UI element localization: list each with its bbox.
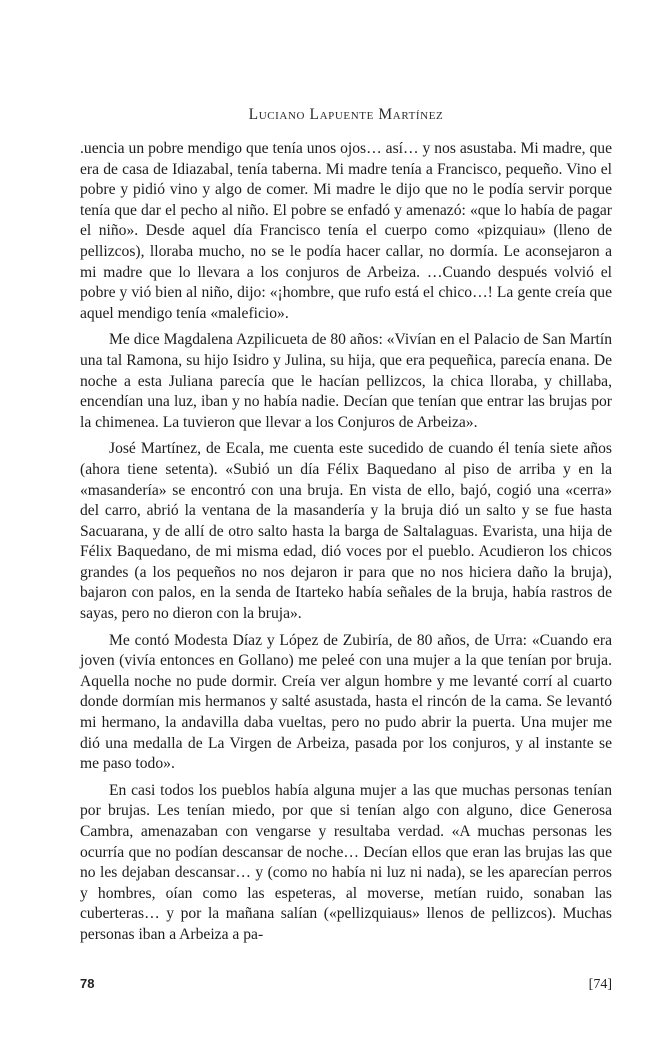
- paragraph: Me dice Magdalena Azpilicueta de 80 años: «Vivían en el Palacio de San Martín una tal Ramona, su hijo Isidro y Julina, su hija, que era pequeñica, parecía enana. De noche a esta Juliana parecía que le hacían pellizcos, la chica lloraba, y chillaba, encendían una luz, iban y no había nadie. Decían que tenían que entrar las brujas por la chimenea. La tuvieron que llevar a los Conjuros de Arbeiza».: [80, 331, 612, 431]
- running-head: Luciano Lapuente Martínez: [248, 106, 444, 123]
- paragraph: José Martínez, de Ecala, me cuenta este sucedido de cuando él tenía siete años (ahora tiene setenta). «Subió un día Félix Baquedano al piso de arriba y en la «masandería» se encontró con una bruja. En vista de ello, bajó, cogió una «cerra» del carro, abrió la ventana de la masandería y la bruja dió un salto y se fue hasta Sacuarana, y de allí de otro salto hasta la barga de Saltalaguas. Evarista, una hija de Félix Baquedano, de mi misma edad, dió voces por el pueblo. Acudieron los chicos grandes (a los pequeños no nos dejaron ir para que no nos hiciera daño la bruja), bajaron con palos, en la senda de Itarteko había señales de la bruja, había rastros de sayas, pero no dieron con la bruja».: [80, 440, 612, 623]
- page-number: 78: [80, 975, 95, 991]
- section-number: [74]: [588, 976, 612, 992]
- page-footer: [80, 974, 612, 995]
- paragraph: En casi todos los pueblos había alguna mujer a las que muchas personas tenían por brujas. Les tenían miedo, por que si tenían algo con alguno, dice Generosa Cambra, amenazaban con vengarse y resultaba verdad. «A muchas personas les ocurría que no podían descansar de noche… Decían ellos que eran las brujas las que no les dejaban descansar… y (como no había ni luz ni nada), se les aparecían perros y hombres, oían como las espeteras, al moverse, metían ruido, sonaban las cuberteras… y por la mañana salían («pellizquiaus» llenos de pellizcos). Muchas personas iban a Arbeiza a pa-: [80, 781, 612, 943]
- paragraph: Me contó Modesta Díaz y López de Zubiría, de 80 años, de Urra: «Cuando era joven (vivía entonces en Gollano) me peleé con una mujer a la que tenían por bruja. Aquella noche no pude dormir. Creía ver algun hombre y me levanté corrí al cuarto donde dormían mis hermanos y salté asustada, hasta el rincón de la cama. Se levantó mi hermano, la andavilla daba vueltas, pero no pudo abrir la puerta. Una mujer me dió una medalla de La Virgen de Arbeiza, pasada por los conjuros, y al instante se me paso todo».: [80, 631, 612, 773]
- paragraph: .uencia un pobre mendigo que tenía unos ojos… así… y nos asustaba. Mi madre, que era de casa de Idiazabal, tenía taberna. Mi madre tenía a Francisco, pequeño. Vino el pobre y pidió vino y algo de comer. Mi madre le dijo que no le podía servir porque tenía que dar el pecho al niño. El pobre se enfadó y amenazó: «que lo había de pagar el niño». Desde aquel día Francisco tenía el cuerpo como «pizquiau» (lleno de pellizcos), lloraba mucho, no se le podía hacer callar, no dormía. Le aconsejaron a mi madre que lo llevara a los conjuros de Arbeiza. …Cuando después volvió el pobre y vió bien al niño, dijo: «¡hombre, que rufo está el chico…! La gente creía que aquel mendigo tenía «maleficio».: [80, 140, 612, 322]
- body-text: [80, 139, 612, 952]
